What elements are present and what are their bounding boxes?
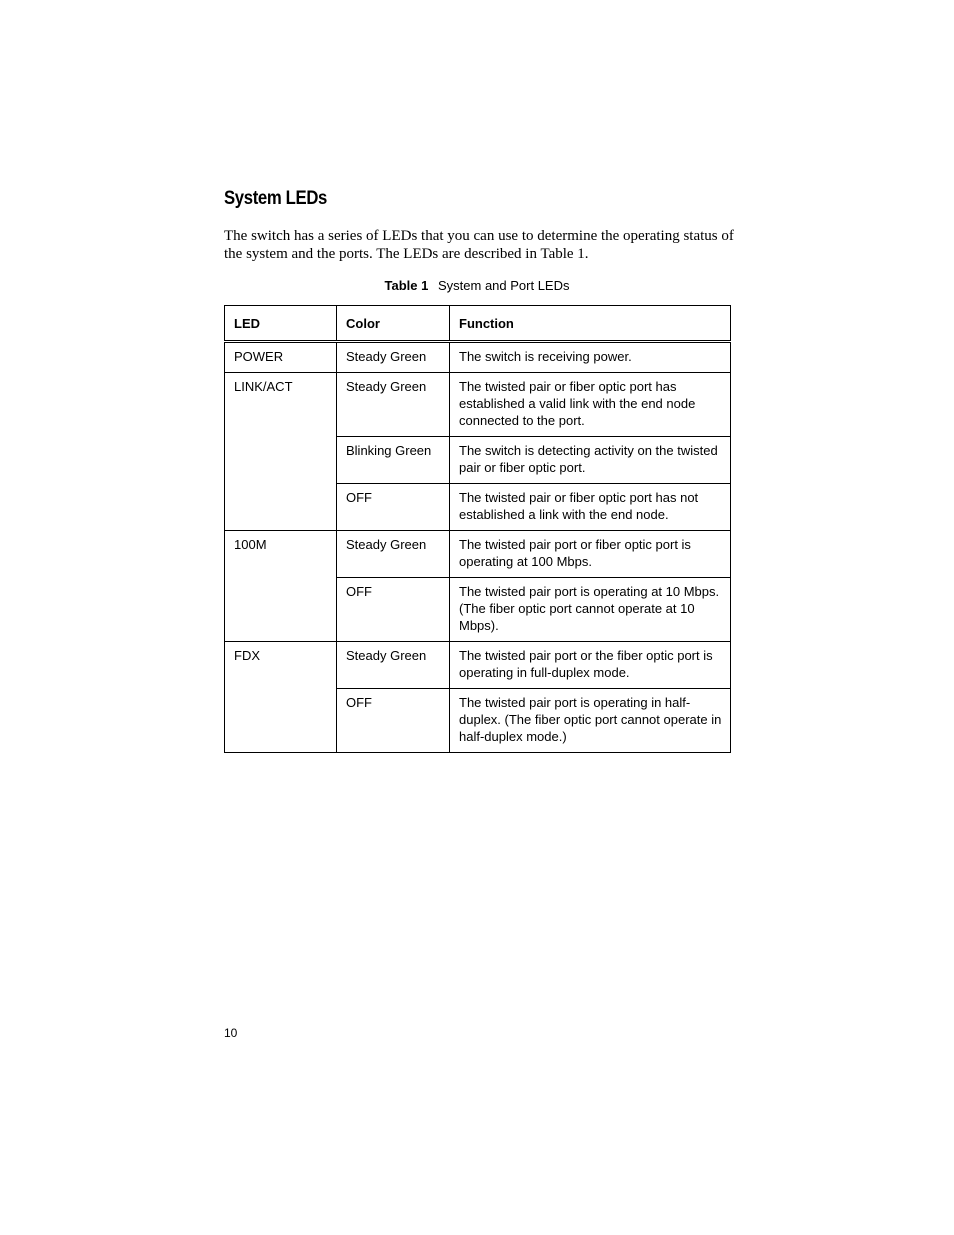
table-row <box>225 342 731 373</box>
color-cell: Steady Green <box>337 373 450 437</box>
color-cell: Steady Green <box>337 642 450 689</box>
color-cell: OFF <box>337 578 450 642</box>
table-row <box>225 531 731 578</box>
table-caption-title: System and Port LEDs <box>437 278 570 293</box>
function-cell: The twisted pair port or fiber optic port is operating at 100 Mbps. <box>450 531 731 578</box>
function-cell: The twisted pair port is operating in half-duplex. (The fiber optic port cannot operate in half-duplex mode.) <box>450 689 731 753</box>
header-color: Color <box>337 306 450 342</box>
header-function: Function <box>450 306 731 342</box>
table-row <box>225 642 731 689</box>
page-number: 10 <box>224 1026 238 1040</box>
led-name-cell: FDX <box>225 642 337 753</box>
led-name-cell: POWER <box>225 342 337 373</box>
function-cell: The twisted pair port is operating at 10 Mbps. (The fiber optic port cannot operate at 10 Mbps). <box>450 578 731 642</box>
color-cell: Steady Green <box>337 531 450 578</box>
section-title: System LEDs <box>224 188 328 209</box>
color-cell: OFF <box>337 484 450 531</box>
led-name-cell: LINK/ACT <box>225 373 337 531</box>
table-caption <box>224 278 730 294</box>
led-name-cell: 100M <box>225 531 337 642</box>
table-caption-label: Table 1 <box>384 278 429 293</box>
color-cell: Steady Green <box>337 342 450 373</box>
function-cell: The switch is receiving power. <box>450 342 731 373</box>
color-cell: OFF <box>337 689 450 753</box>
function-cell: The switch is detecting activity on the twisted pair or fiber optic port. <box>450 437 731 484</box>
led-table <box>224 305 731 753</box>
function-cell: The twisted pair or fiber optic port has not established a link with the end node. <box>450 484 731 531</box>
function-cell: The twisted pair port or the fiber optic port is operating in full-duplex mode. <box>450 642 731 689</box>
function-cell: The twisted pair or fiber optic port has established a valid link with the end node connected to the port. <box>450 373 731 437</box>
color-cell: Blinking Green <box>337 437 450 484</box>
table-header-row <box>225 306 731 342</box>
intro-paragraph: The switch has a series of LEDs that you can use to determine the operating status of the system and the ports. The LEDs are described in Table 1. <box>224 228 734 262</box>
table-row <box>225 373 731 437</box>
header-led: LED <box>225 306 337 342</box>
